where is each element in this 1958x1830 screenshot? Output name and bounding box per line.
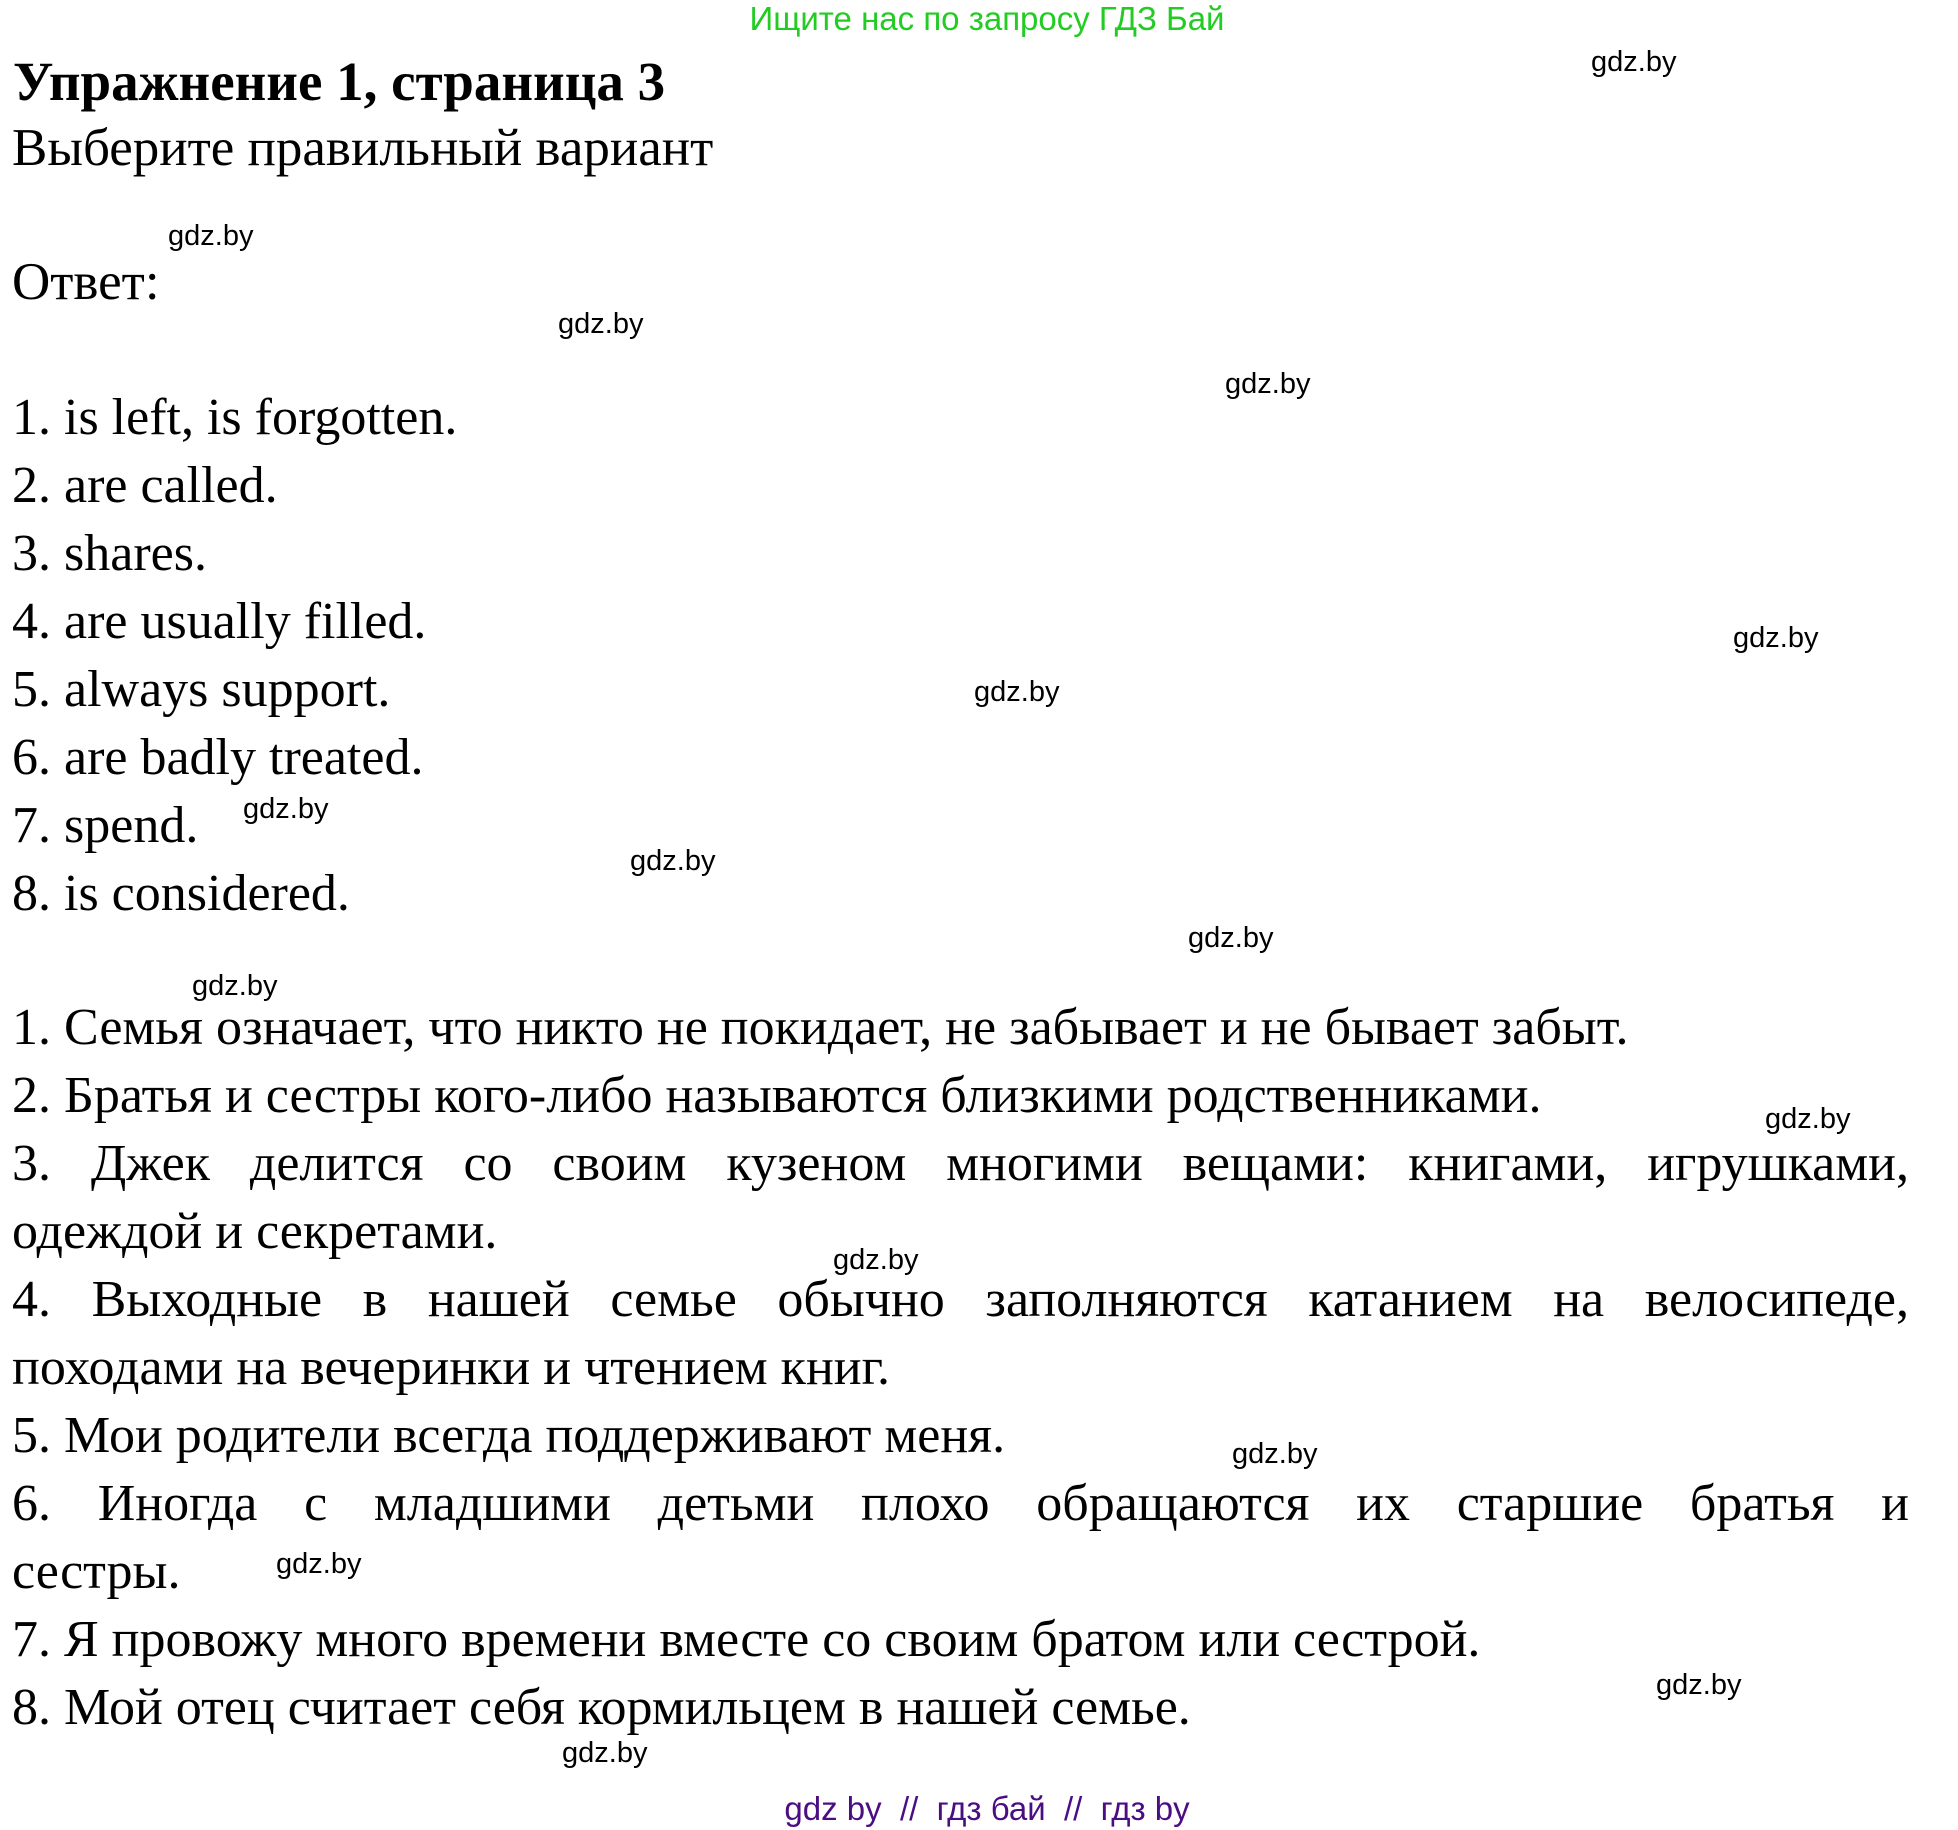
watermark: gdz.by xyxy=(1765,1103,1851,1135)
answer-ru-7: 7. Я провожу много времени вместе со своим братом или сестрой. xyxy=(12,1611,1481,1668)
answer-en-5: 5. always support. xyxy=(12,661,391,718)
answer-ru-3-cont: одеждой и секретами. xyxy=(12,1203,498,1260)
answer-ru-1: 1. Семья означает, что никто не покидает, не забывает и не бывает забыт. xyxy=(12,999,1629,1056)
answer-en-7: 7. spend. xyxy=(12,797,199,854)
answer-en-4: 4. are usually filled. xyxy=(12,593,427,650)
watermark: gdz.by xyxy=(630,845,716,877)
answer-en-3: 3. shares. xyxy=(12,525,207,582)
answer-en-1: 1. is left, is forgotten. xyxy=(12,389,458,446)
watermark: gdz.by xyxy=(276,1548,362,1580)
answer-label: Ответ: xyxy=(12,253,160,311)
watermark: gdz.by xyxy=(192,970,278,1002)
watermark: gdz.by xyxy=(1733,622,1819,654)
watermark: gdz.by xyxy=(1232,1438,1318,1470)
watermark: gdz.by xyxy=(243,793,329,825)
answer-en-8: 8. is considered. xyxy=(12,865,350,922)
answer-ru-3: 3. Джек делится со своим кузеном многими вещами: книгами, игрушками, xyxy=(12,1135,1909,1192)
answer-ru-5: 5. Мои родители всегда поддерживают меня. xyxy=(12,1407,1006,1464)
answer-ru-4: 4. Выходные в нашей семье обычно заполняются катанием на велосипеде, xyxy=(12,1271,1909,1328)
watermark: gdz.by xyxy=(562,1737,648,1769)
promo-banner[interactable]: Ищите нас по запросу ГДЗ Бай xyxy=(749,0,1225,37)
watermark: gdz.by xyxy=(1188,922,1274,954)
answer-ru-4-cont: походами на вечеринки и чтением книг. xyxy=(12,1339,891,1396)
watermark: gdz.by xyxy=(1225,368,1311,400)
answer-ru-2: 2. Братья и сестры кого-либо называются близкими родственниками. xyxy=(12,1067,1542,1124)
watermark: gdz.by xyxy=(1591,46,1677,78)
watermark: gdz.by xyxy=(833,1244,919,1276)
page-title: Упражнение 1, страница 3 xyxy=(13,51,666,112)
watermark: gdz.by xyxy=(558,308,644,340)
watermark: gdz.by xyxy=(1656,1669,1742,1701)
watermark: gdz.by xyxy=(168,220,254,252)
answer-ru-6-cont: сестры. xyxy=(12,1543,181,1600)
watermark: gdz.by xyxy=(974,676,1060,708)
answer-ru-8: 8. Мой отец считает себя кормильцем в нашей семье. xyxy=(12,1679,1191,1736)
answer-en-2: 2. are called. xyxy=(12,457,278,514)
answer-ru-6: 6. Иногда с младшими детьми плохо обращаются их старшие братья и xyxy=(12,1475,1909,1532)
answer-en-6: 6. are badly treated. xyxy=(12,729,424,786)
footer-links[interactable]: gdz by // гдз бай // гдз by xyxy=(784,1790,1190,1827)
task-instruction: Выберите правильный вариант xyxy=(12,119,714,177)
